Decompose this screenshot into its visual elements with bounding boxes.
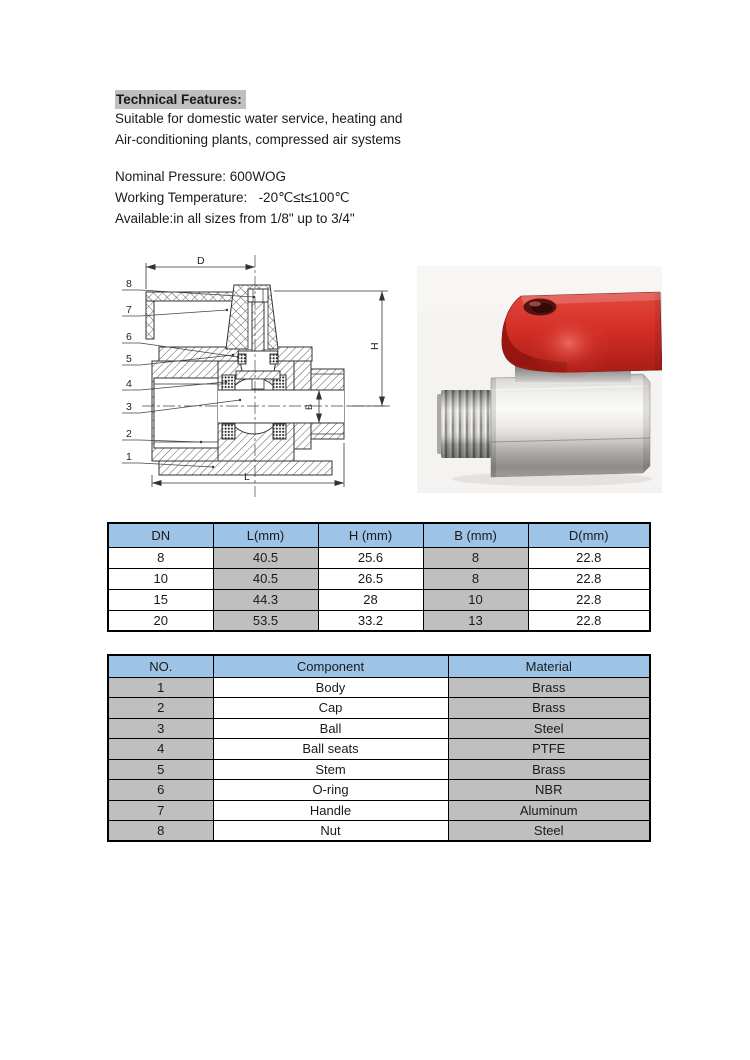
cell: 2	[108, 698, 213, 719]
table-row	[108, 547, 650, 568]
spec-nominal-pressure: Nominal Pressure: 600WOG	[115, 169, 287, 184]
callout-1: 1	[126, 451, 132, 463]
cell: Steel	[448, 718, 650, 739]
handle-hole	[524, 299, 557, 316]
cell: Brass	[448, 759, 650, 780]
ball-seat	[222, 424, 235, 439]
cell: O-ring	[213, 780, 448, 801]
ball-seat	[273, 424, 286, 439]
spec-working-temperature: Working Temperature: -20℃≤t≤100℃	[115, 190, 350, 205]
col-header-d: D(mm)	[528, 523, 650, 547]
col-header-b: B (mm)	[423, 523, 528, 547]
dimension-label-h: H	[369, 342, 381, 350]
cell: 53.5	[213, 610, 318, 631]
stem-shape	[252, 302, 264, 352]
cell: 10	[423, 589, 528, 610]
table-row	[108, 610, 650, 631]
col-header-dn: DN	[108, 523, 213, 547]
cell: NBR	[448, 780, 650, 801]
intro-line-2: Air-conditioning plants, compressed air systems	[115, 132, 401, 147]
cell: Body	[213, 677, 448, 698]
cell: Handle	[213, 800, 448, 821]
spec-available-sizes: Available:in all sizes from 1/8" up to 3/4"	[115, 211, 355, 226]
cell: 40.5	[213, 547, 318, 568]
dimension-label-l: L	[244, 471, 250, 483]
table-row	[108, 568, 650, 589]
col-header-h: H (mm)	[318, 523, 423, 547]
cell: 3	[108, 718, 213, 739]
cell: Aluminum	[448, 800, 650, 821]
intro-line-1: Suitable for domestic water service, heating and	[115, 111, 403, 126]
cell: 8	[108, 821, 213, 842]
callout-2: 2	[126, 428, 132, 440]
cell: Cap	[213, 698, 448, 719]
callout-4: 4	[126, 378, 132, 390]
table-row	[108, 698, 650, 719]
cell: 33.2	[318, 610, 423, 631]
cell: Nut	[213, 821, 448, 842]
valve-body	[491, 374, 650, 477]
cell: 25.6	[318, 547, 423, 568]
cell: Brass	[448, 698, 650, 719]
cell: Ball	[213, 718, 448, 739]
cell: 40.5	[213, 568, 318, 589]
table-header-row	[108, 655, 650, 677]
cell: 5	[108, 759, 213, 780]
dimension-label-d: D	[197, 255, 205, 267]
col-header-material: Material	[448, 655, 650, 677]
cell: 28	[318, 589, 423, 610]
cell: 8	[423, 547, 528, 568]
cell: Brass	[448, 677, 650, 698]
cell: 8	[423, 568, 528, 589]
callout-numbers	[126, 278, 132, 463]
col-header-no: NO.	[108, 655, 213, 677]
table-row	[108, 821, 650, 842]
cell: 22.8	[528, 547, 650, 568]
male-thread	[437, 390, 491, 458]
dimension-label-b: B	[304, 403, 314, 410]
cell: 1	[108, 677, 213, 698]
callout-8: 8	[126, 278, 132, 290]
cell: 7	[108, 800, 213, 821]
callout-3: 3	[126, 401, 132, 413]
cell: Steel	[448, 821, 650, 842]
cell: 10	[108, 568, 213, 589]
table-row	[108, 739, 650, 760]
cell: Ball seats	[213, 739, 448, 760]
cell: 15	[108, 589, 213, 610]
section-title: Technical Features:	[115, 90, 246, 109]
cell: Stem	[213, 759, 448, 780]
col-header-component: Component	[213, 655, 448, 677]
cell: 22.8	[528, 568, 650, 589]
table-header-row	[108, 523, 650, 547]
dimensions-table	[107, 522, 651, 632]
col-header-l: L(mm)	[213, 523, 318, 547]
o-ring-shape	[238, 354, 246, 364]
cell: 26.5	[318, 568, 423, 589]
table-row	[108, 589, 650, 610]
valve-cross-section-drawing	[112, 251, 404, 503]
table-row	[108, 759, 650, 780]
red-handle	[502, 292, 662, 378]
cell: 22.8	[528, 610, 650, 631]
cell: 6	[108, 780, 213, 801]
callout-7: 7	[126, 304, 132, 316]
cell: 22.8	[528, 589, 650, 610]
cell: 20	[108, 610, 213, 631]
cell: PTFE	[448, 739, 650, 760]
table-row	[108, 677, 650, 698]
cell: 8	[108, 547, 213, 568]
components-table	[107, 654, 651, 842]
callout-6: 6	[126, 331, 132, 343]
valve-photo	[417, 266, 662, 493]
cell: 44.3	[213, 589, 318, 610]
table-row	[108, 800, 650, 821]
callout-5: 5	[126, 353, 132, 365]
table-row	[108, 718, 650, 739]
cell: 13	[423, 610, 528, 631]
o-ring-shape	[270, 354, 278, 364]
table-row	[108, 780, 650, 801]
nut-shape	[248, 289, 268, 302]
cell: 4	[108, 739, 213, 760]
